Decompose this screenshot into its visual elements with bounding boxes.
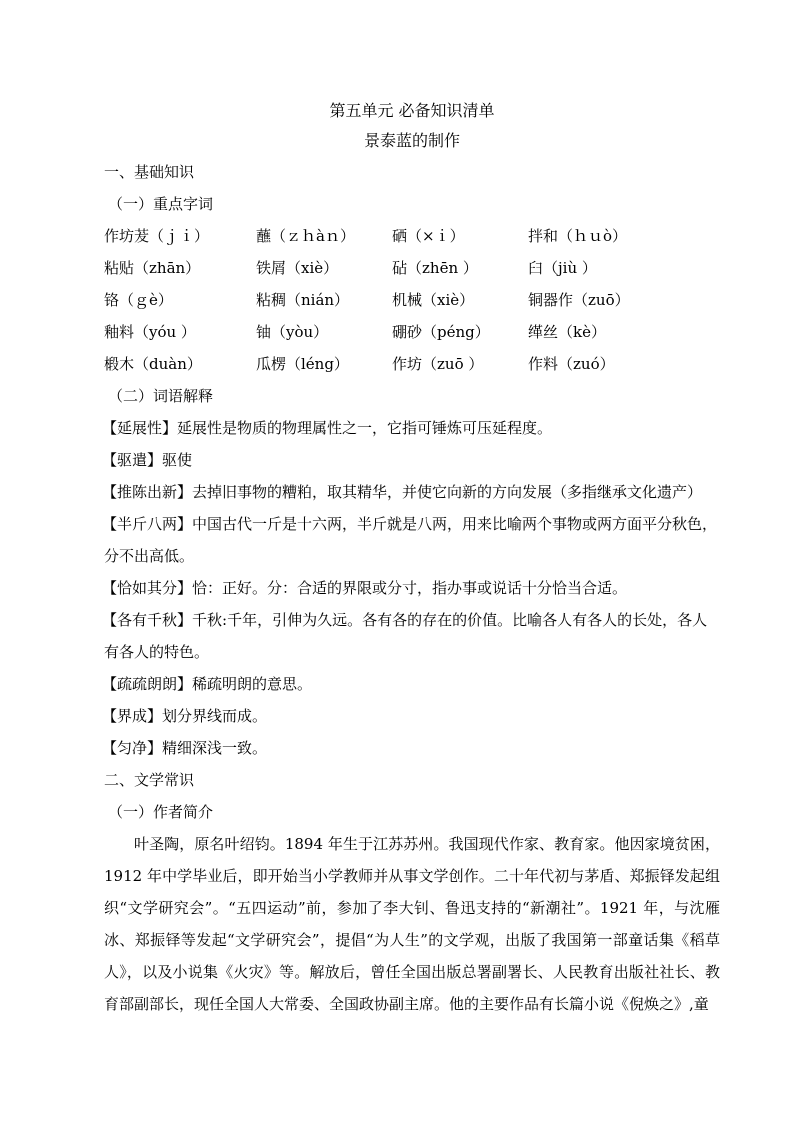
vocab-item: 作坊（zuō ） xyxy=(392,355,484,373)
definition-text: 稀疏明朗的意思。 xyxy=(192,675,313,693)
document-title: 第五单元 必备知识清单 xyxy=(329,101,495,120)
vocab-item: 硒（×ｉ） xyxy=(392,227,465,245)
definition-entry xyxy=(104,572,720,604)
subheading-word-explanations: （二）词语解释 xyxy=(108,387,214,405)
definition-term: 【延展性】 xyxy=(102,419,178,437)
section-heading-basics: 一、基础知识 xyxy=(104,163,195,181)
definition-term: 【各有千秋】 xyxy=(102,611,193,629)
definition-entry xyxy=(104,476,720,508)
vocab-table xyxy=(104,220,720,380)
definition-term: 【驱遣】 xyxy=(102,451,163,469)
definition-term: 【半斤八两】 xyxy=(102,515,193,533)
definition-term: 【界成】 xyxy=(102,707,163,725)
vocab-item: 粘稠（nián） xyxy=(256,291,350,309)
vocab-item: 粘贴（zhān） xyxy=(104,259,201,277)
definition-text: 精细深浅一致。 xyxy=(162,739,268,757)
definition-text: 驱使 xyxy=(162,451,193,469)
vocab-item: 蘸（ｚｈàｎ） xyxy=(256,227,355,245)
definition-entry xyxy=(104,732,720,764)
vocab-item: 臼（jiù ） xyxy=(528,259,597,277)
vocab-item: 拌和（ｈｕò） xyxy=(528,227,628,245)
vocab-item: 铁屑（xiè） xyxy=(256,259,339,277)
definition-term: 【恰如其分】 xyxy=(102,579,193,597)
vocab-item: 釉料（yóu ） xyxy=(104,323,196,341)
vocab-item: 铀（yòu） xyxy=(256,323,329,341)
definition-term: 【推陈出新】 xyxy=(102,483,193,501)
definition-text: 延展性是物质的物理属性之一，它指可锤炼可压延程度。 xyxy=(177,419,553,437)
definition-text: 中国古代一斤是十六两，半斤就是八两，用来比喻两个事物或两方面平分秋色，分不出高低。 xyxy=(104,515,718,565)
definition-entry xyxy=(104,604,720,668)
vocab-item: 瓜楞（léng） xyxy=(256,355,349,373)
document-page xyxy=(104,96,720,1020)
vocab-item: 铬（ｇè） xyxy=(104,291,173,309)
definition-text: 去掉旧事物的糟粕，取其精华，并使它向新的方向发展（多指继承文化遗产） xyxy=(192,483,703,501)
definition-entry xyxy=(104,508,720,572)
vocab-item: 砧（zhēn ） xyxy=(392,259,478,277)
definition-entry xyxy=(104,668,720,700)
vocab-item: 椴木（duàn） xyxy=(104,355,202,373)
definition-term: 【匀净】 xyxy=(102,739,163,757)
vocab-item: 缂丝（kè） xyxy=(528,323,606,341)
definition-text: 千秋:千年，引伸为久远。各有各的存在的价值。比喻各人有各人的长处，各人有各人的特色。 xyxy=(104,611,708,661)
definition-text: 划分界线而成。 xyxy=(162,707,268,725)
definition-entry xyxy=(104,412,720,444)
vocab-item: 作坊茇（ｊｉ） xyxy=(104,227,210,245)
vocab-item: 硼砂（péng） xyxy=(392,323,490,341)
author-paragraph: 叶圣陶，原名叶绍钧。1894 年生于江苏苏州。我国现代作家、教育家。他因家境贫困，1912 年中学毕业后，即开始当小学教师并从事文学创作。二十年代初与茅盾、郑振铎发起组织“文学研究会”。“五四运动”前，参加了李大钊、鲁迅支持的“新潮社”。1921 年，与沈雁冰、郑振铎等发起“文学研究会”，提倡“为人生”的文学观，出版了我国第一部童话集《稻草人》，以及小说集《火灾》等。解放后，曾任全国出版总署副署长、人民教育出版社社长、教育部副部长，现任全国人大常委、全国政协副主席。他的主要作品有长篇小说《倪焕之》,童 xyxy=(104,835,720,1013)
definition-entry xyxy=(104,444,720,476)
subheading-key-words: （一）重点字词 xyxy=(108,195,214,213)
definition-term: 【疏疏朗朗】 xyxy=(102,675,193,693)
section-heading-literature: 二、文学常识 xyxy=(104,771,195,789)
subheading-author-intro: （一）作者简介 xyxy=(108,803,214,821)
vocab-item: 铜器作（zuō） xyxy=(528,291,630,309)
vocab-item: 机械（xiè） xyxy=(392,291,475,309)
vocab-item: 作料（zuó） xyxy=(528,355,615,373)
definition-entry xyxy=(104,700,720,732)
definition-text: 恰：正好。分：合适的界限或分寸，指办事或说话十分恰当合适。 xyxy=(192,579,628,597)
document-subtitle: 景泰蓝的制作 xyxy=(363,131,460,150)
